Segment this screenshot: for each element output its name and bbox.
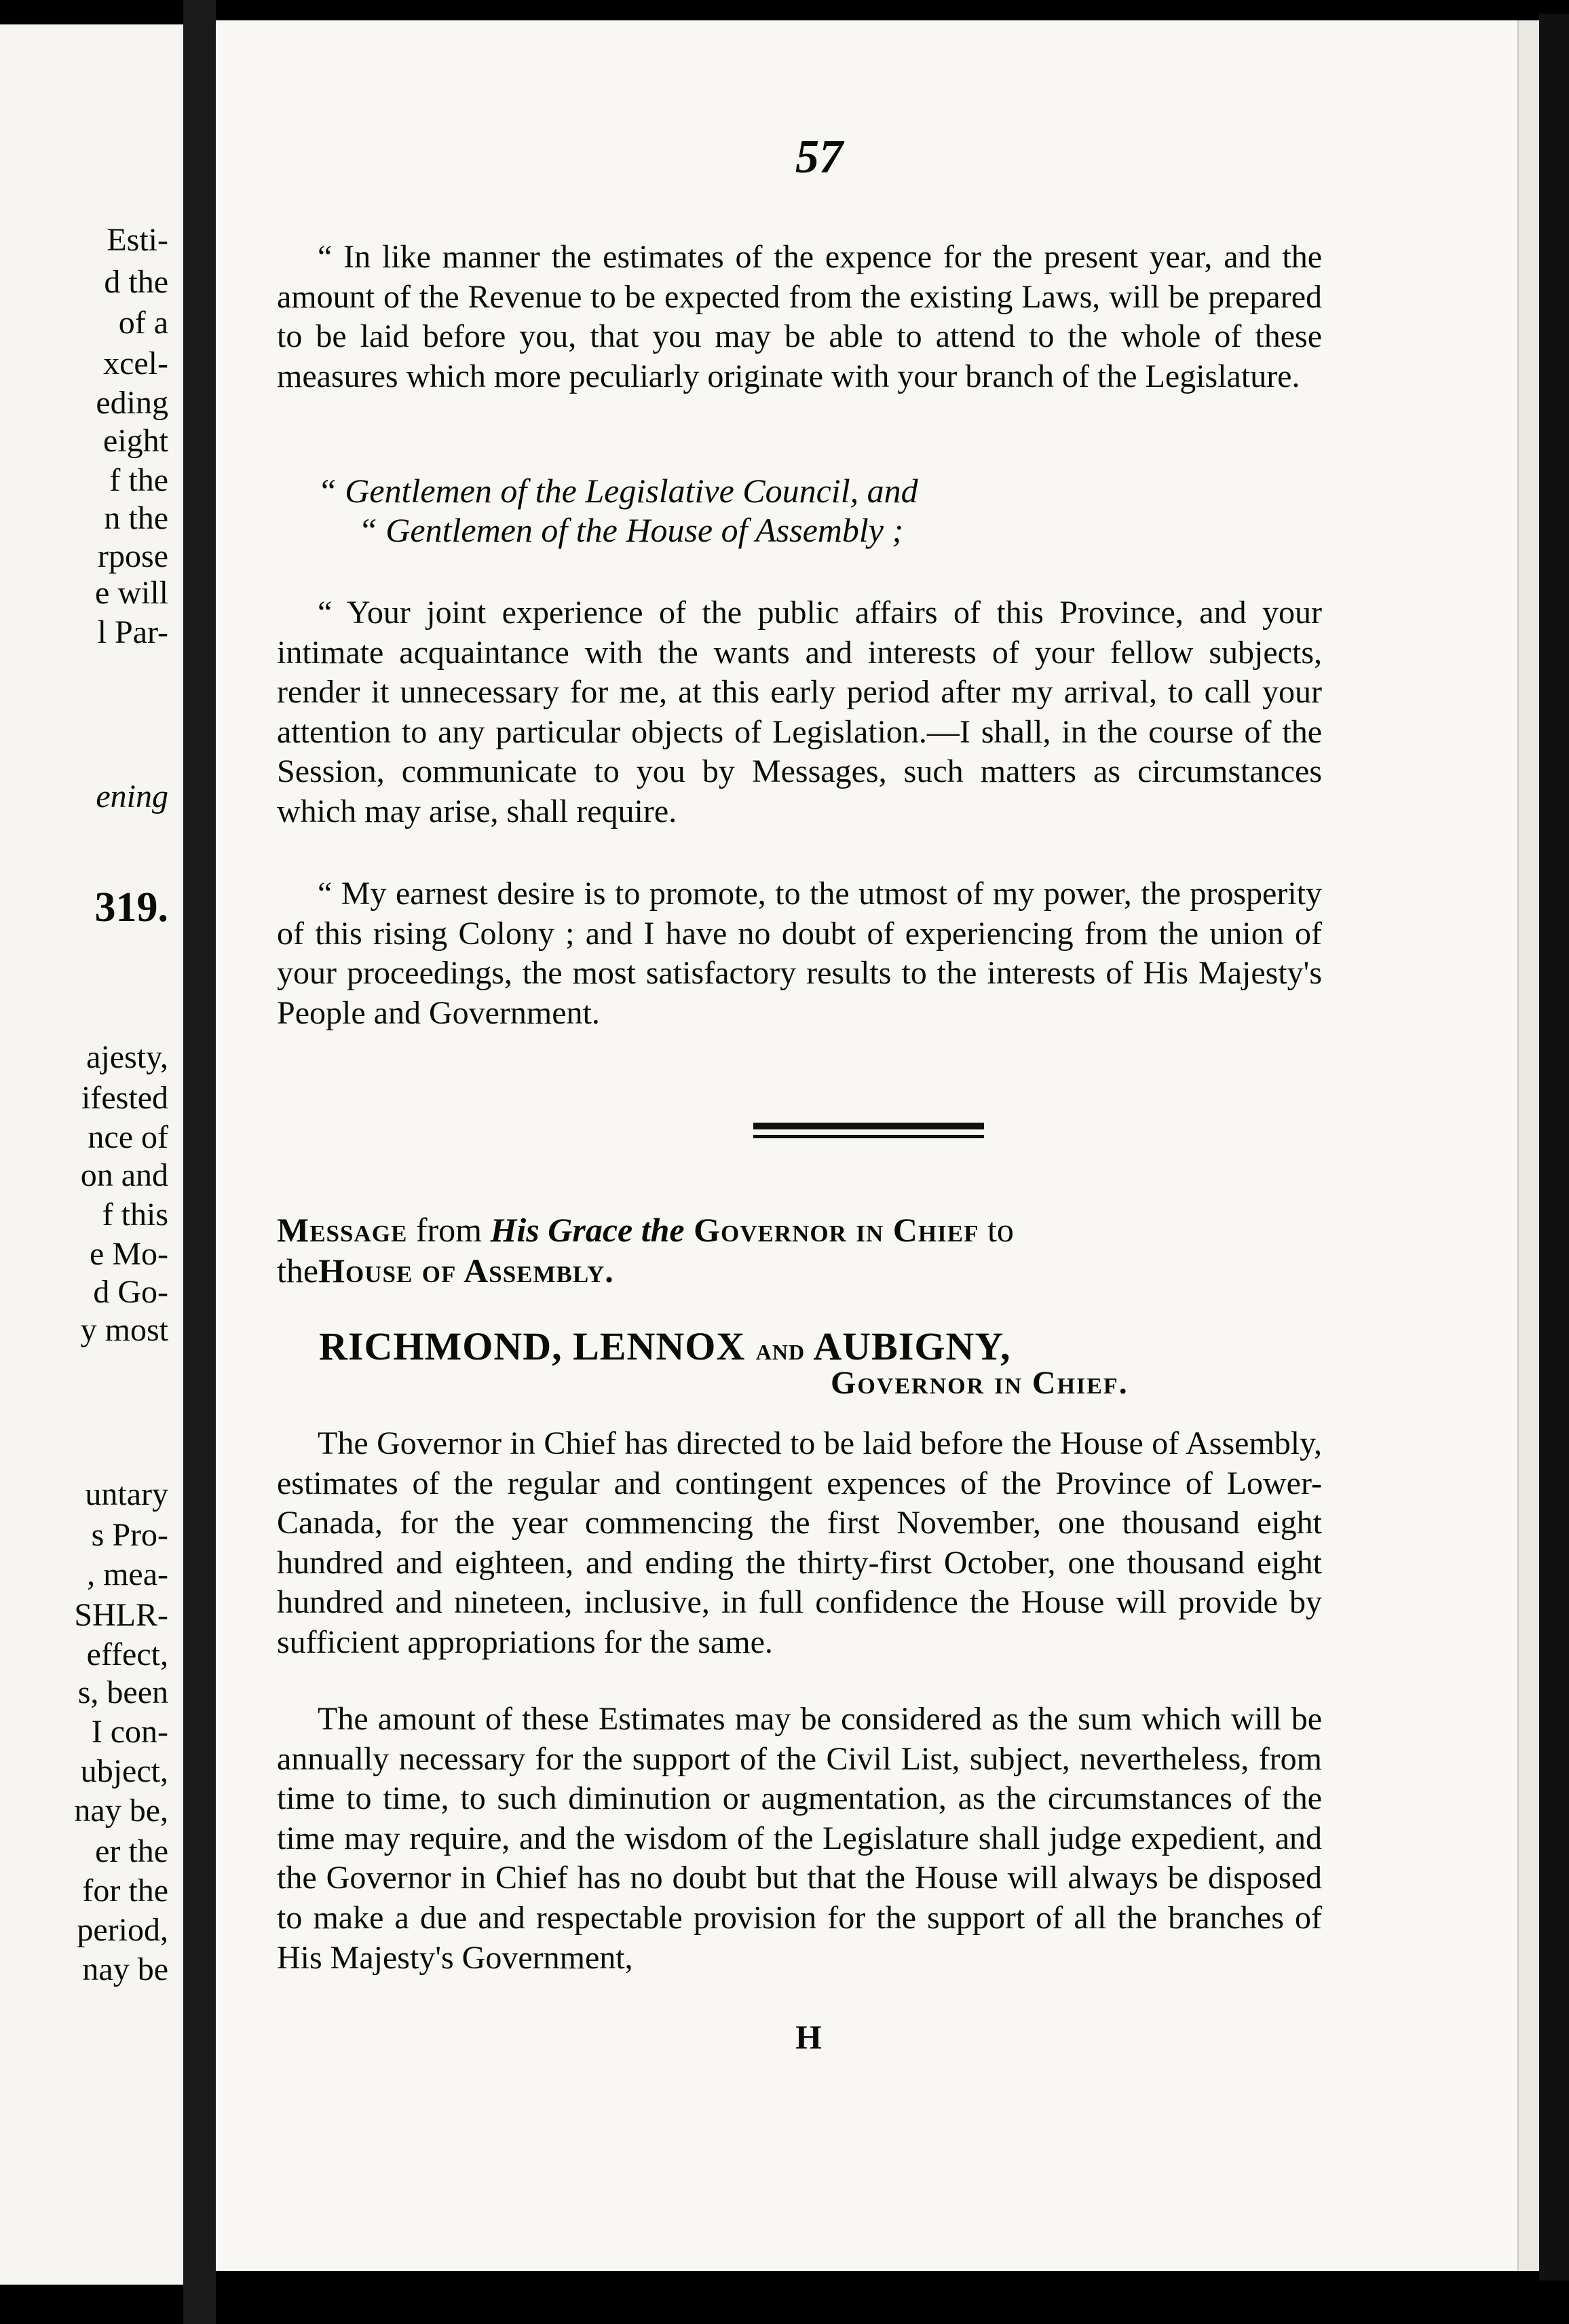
left-page-line: y most — [80, 1312, 168, 1348]
estimates-paragraph — [277, 238, 1322, 396]
left-page-line: f the — [109, 462, 168, 498]
heading-governor: Governor in Chief — [684, 1211, 979, 1249]
left-page-line: d the — [104, 264, 168, 300]
page-number: 57 — [795, 131, 843, 183]
previous-page-fragment — [0, 24, 183, 2285]
left-page-line: nce of — [88, 1119, 168, 1155]
signer-and: and — [755, 1332, 806, 1366]
heading-to: to — [979, 1211, 1014, 1249]
left-page-line: eight — [103, 423, 168, 459]
left-page-line: xcel- — [103, 345, 168, 381]
left-page-line: nay be, — [74, 1793, 168, 1829]
left-page-line: s, been — [77, 1674, 168, 1710]
signature-mark: H — [795, 2018, 822, 2056]
left-page-line: s Pro- — [91, 1517, 168, 1553]
left-page-line: effect, — [86, 1636, 168, 1672]
page-edge — [1517, 20, 1540, 2271]
left-page-line: rpose — [98, 538, 168, 574]
left-page-line: of a — [118, 305, 168, 341]
left-page-line: e Mo- — [90, 1236, 168, 1272]
left-page-line: I con- — [91, 1714, 168, 1750]
left-page-line: n the — [104, 500, 168, 536]
signer-name — [319, 1324, 1010, 1369]
heading-his-grace: His Grace the — [490, 1211, 685, 1249]
paragraph-text: The amount of these Estimates may be considered as the sum which will be annually necessary for the support of the Civil List, subject, nevertheless, from time to time, to such diminution or augmentation, as the circumstances of the time may require, and the wisdom of the Legislature shall judge expedient, and the Governor in Chief has no doubt but that the House will always be disposed to make a due and respectable provision for the support of all the branches of His Majesty's Government, — [277, 1701, 1322, 1976]
left-page-line: l Par- — [97, 614, 168, 650]
paragraph-text: “ My earnest desire is to promote, to the utmost of my power, the prosperity of this rising Colony ; and I have no doubt of experiencing from the union of your proceedings, the most satisfactory results to the interests of His Majesty's People and Government. — [277, 876, 1322, 1031]
address-line-council: “ Gentlemen of the Legislative Council, and — [318, 472, 918, 510]
left-page-line: eding — [96, 385, 168, 421]
governor-paragraph — [277, 1424, 1322, 1663]
signer-name-a: RICHMOND, LENNOX — [319, 1324, 756, 1368]
left-page-line: period, — [77, 1912, 168, 1948]
left-page-line: d Go- — [93, 1274, 168, 1310]
signer-name-b: AUBIGNY, — [805, 1324, 1011, 1368]
section-divider-thick — [753, 1123, 984, 1129]
left-page-line: ubject, — [80, 1753, 168, 1789]
left-page-line: for the — [82, 1873, 168, 1909]
earnest-desire-paragraph — [277, 874, 1322, 1033]
page-edge-shadow — [1539, 14, 1569, 2281]
amount-paragraph — [277, 1700, 1322, 1978]
left-page-line: , mea- — [87, 1556, 168, 1592]
left-page-line: ajesty, — [86, 1039, 168, 1075]
left-page-line: er the — [95, 1833, 168, 1869]
address-line-assembly: “ Gentlemen of the House of Assembly ; — [358, 511, 904, 549]
address-salutation — [318, 471, 918, 550]
heading-house: House of Assembly. — [318, 1252, 614, 1290]
left-page-line: nay be — [82, 1951, 168, 1987]
left-page-line: untary — [85, 1476, 168, 1512]
left-page-line: on and — [80, 1157, 168, 1193]
heading-message-word: Message — [277, 1211, 408, 1249]
left-page-line: ifested — [81, 1080, 168, 1116]
left-page-line: Esti- — [107, 222, 168, 258]
left-page-line: f this — [102, 1197, 168, 1233]
message-heading — [277, 1210, 1336, 1291]
heading-the: the — [277, 1252, 319, 1290]
paragraph-text: “ In like manner the estimates of the expence for the present year, and the amount of the Revenue to be expected from the existing Laws, will be prepared to be laid before you, that you may be able to attend to the whole of these measures which more peculiarly originate with your branch of the Legislature. — [277, 239, 1322, 394]
left-page-line: 319. — [94, 884, 168, 931]
signer-title: Governor in Chief. — [831, 1365, 1129, 1401]
heading-from: from — [407, 1211, 491, 1249]
paragraph-text: The Governor in Chief has directed to be laid before the House of Assembly, estimates of the regular and contingent expences of the Province of Lower-Canada, for the year commencing the first November, one thousand eight hundred and eighteen, and ending the thirty-first October, one thousand eight hundred and nineteen, inclusive, in full confidence the House will provide by sufficient appropriations for the same. — [277, 1425, 1322, 1660]
paragraph-text: “ Your joint experience of the public affairs of this Province, and your intimate acquaintance with the wants and interests of your fellow subjects, render it unnecessary for me, at this early period after my arrival, to call your attention to any particular objects of Legislation.—I shall, in the course of the Session, communicate to you by Messages, such matters as circumstances which may arise, shall require. — [277, 595, 1322, 829]
section-divider-thin — [753, 1135, 984, 1138]
left-page-line: ening — [96, 779, 168, 814]
book-gutter — [183, 0, 216, 2324]
left-page-line: SHLR- — [74, 1597, 168, 1633]
left-page-line: e will — [95, 575, 168, 611]
joint-experience-paragraph — [277, 593, 1322, 832]
